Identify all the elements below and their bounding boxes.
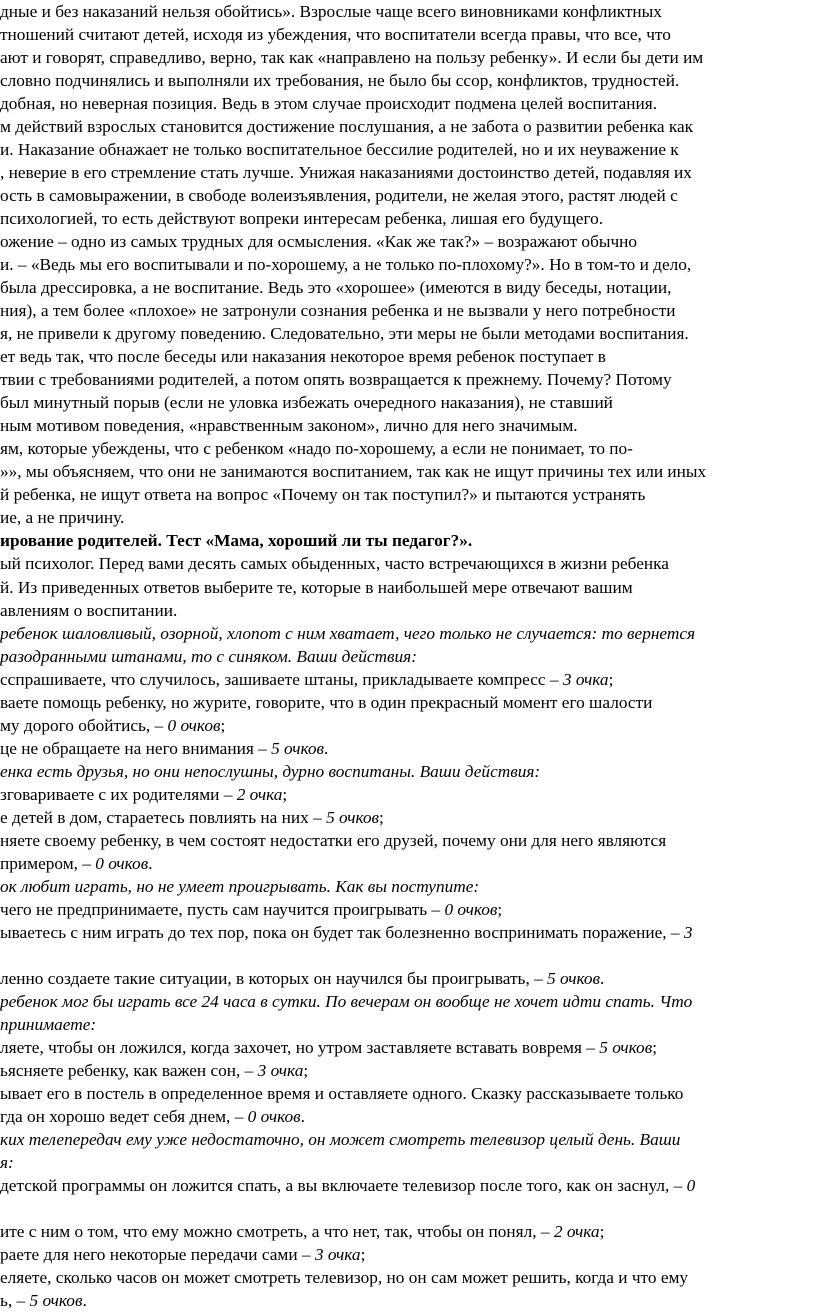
text-line bbox=[0, 670, 613, 690]
text-line bbox=[0, 71, 679, 91]
italic-text: 2 очка bbox=[553, 1222, 600, 1242]
body-text: тношений считают детей, исходя из убеждения, что воспитатели всегда правы, что все, что bbox=[0, 25, 671, 45]
italic-text: 5 очков bbox=[326, 807, 380, 827]
italic-text: я: bbox=[0, 1153, 14, 1172]
text-line bbox=[0, 531, 472, 551]
italic-text: 0 очков bbox=[95, 853, 149, 873]
body-text: ваете помощь ребенку, но журите, говорите, что в один прекрасный момент его шалости bbox=[0, 692, 653, 712]
body-text: твии с требованиями родителей, а потом опять возвращается к прежнему. Почему? Потому bbox=[0, 370, 672, 390]
italic-text: 2 очка bbox=[236, 784, 283, 804]
text-line bbox=[0, 785, 287, 805]
text-line bbox=[0, 601, 177, 621]
body-text: был минутный порыв (если не уловка избежать очередного наказания), не ставший bbox=[0, 393, 613, 413]
text-line bbox=[0, 25, 671, 45]
body-text: ; bbox=[379, 807, 384, 827]
text-line bbox=[0, 554, 669, 574]
body-text: раете для него некоторые передачи сами – bbox=[0, 1245, 315, 1265]
text-line bbox=[0, 1291, 87, 1311]
body-text: была дрессировка, а не воспитание. Ведь это «хорошее» (имеются в виду беседы, нотации, bbox=[0, 278, 672, 298]
text-line bbox=[0, 1015, 96, 1035]
text-line bbox=[0, 301, 676, 321]
italic-text: енка есть друзья, но они непослушны, дурно воспитаны. Ваши действия: bbox=[0, 761, 541, 781]
body-text: ый психолог. Перед вами десять самых обыденных, часто встречающихся в жизни ребенка bbox=[0, 554, 669, 574]
text-line bbox=[0, 117, 693, 137]
text-line bbox=[0, 854, 153, 874]
body-text: ным мотивом поведения, «нравственным законом», лично для него значимым. bbox=[0, 416, 578, 436]
italic-text: 5 очков bbox=[547, 968, 601, 988]
text-line bbox=[0, 1061, 308, 1081]
text-line bbox=[0, 969, 604, 989]
body-text: й ребенка, не ищут ответа на вопрос «Почему он так поступил?» и пытаются устранять bbox=[0, 485, 646, 505]
text-line bbox=[0, 48, 703, 68]
body-text: . bbox=[300, 1106, 305, 1126]
text-line bbox=[0, 94, 657, 114]
body-text: ; bbox=[282, 784, 288, 804]
text-line bbox=[0, 2, 662, 22]
text-line bbox=[0, 923, 693, 943]
body-text: , неверие в его стремление стать лучше. Унижая наказаниями достоинство детей, подавляя их bbox=[0, 163, 692, 183]
body-text: няете своему ребенку, в чем состоят недостатки его друзей, почему они для него являются bbox=[0, 830, 667, 850]
body-text: примером, – bbox=[0, 853, 96, 873]
text-line bbox=[0, 1107, 305, 1127]
body-text: ет ведь так, что после беседы или наказания некоторое время ребенок поступает в bbox=[0, 347, 606, 367]
text-line bbox=[0, 508, 124, 528]
text-line bbox=[0, 1084, 683, 1104]
body-text: ие, а не причину. bbox=[0, 508, 125, 528]
text-line bbox=[0, 232, 637, 252]
body-text: чего не предпринимаете, пусть сам научится проигрывать – bbox=[0, 899, 445, 919]
text-line bbox=[0, 255, 691, 275]
italic-text: 0 очков bbox=[247, 1106, 301, 1126]
body-text: ывает его в постель в определенное время и оставляете одного. Сказку рассказываете только bbox=[0, 1083, 684, 1103]
italic-text: 5 очков bbox=[29, 1291, 83, 1311]
text-line bbox=[0, 739, 328, 759]
text-line bbox=[0, 1038, 657, 1058]
body-text: е детей в дом, стараетесь повлиять на них – bbox=[0, 807, 327, 827]
body-text: . bbox=[600, 968, 605, 988]
body-text: ; bbox=[599, 1222, 605, 1242]
text-line bbox=[0, 578, 633, 598]
body-text: ; bbox=[497, 899, 503, 919]
body-text: м действий взрослых становится достижение послушания, а не забота о развитии ребенка как bbox=[0, 117, 694, 137]
body-text: . bbox=[324, 738, 329, 758]
text-line bbox=[0, 324, 689, 344]
text-line bbox=[0, 140, 679, 160]
text-line bbox=[0, 347, 606, 367]
text-line bbox=[0, 831, 666, 851]
text-line bbox=[0, 647, 417, 667]
body-text: ите с ним о том, что ему можно смотреть, а что нет, так, чтобы он понял, – bbox=[0, 1222, 554, 1242]
text-line bbox=[0, 186, 678, 206]
body-text: и. Наказание обнажает не только воспитательное бессилие родителей, но и их неуважение к bbox=[0, 140, 679, 160]
text-line bbox=[0, 485, 645, 505]
body-text: ь, – bbox=[0, 1291, 30, 1311]
body-text: . bbox=[148, 853, 153, 873]
body-text: му дорого обойтись, – bbox=[0, 715, 168, 735]
text-line bbox=[0, 209, 603, 229]
italic-text: 0 bbox=[686, 1176, 696, 1196]
body-text: и. – «Ведь мы его воспитывали и по-хорошему, а не только по-плохому?». Но в том-то и дело, bbox=[0, 255, 692, 275]
italic-text: ких телепередач ему уже недостаточно, он может смотреть телевизор целый день. Ваши bbox=[0, 1129, 681, 1149]
body-text: ; bbox=[220, 715, 226, 735]
body-text: ; bbox=[303, 1060, 309, 1080]
body-text: сспрашиваете, что случилось, зашиваете штаны, прикладываете компресс – bbox=[0, 669, 563, 689]
italic-text: 0 очков bbox=[167, 715, 221, 735]
text-line bbox=[0, 877, 479, 897]
text-line bbox=[0, 439, 633, 459]
italic-text: 3 очка bbox=[562, 669, 609, 689]
body-text: ленно создаете такие ситуации, в которых он научился бы проигрывать, – bbox=[0, 968, 548, 988]
body-text: ожение – одно из самых трудных для осмысления. «Как же так?» – возражают обычно bbox=[0, 232, 638, 252]
body-text: зговариваете с их родителями – bbox=[0, 784, 237, 804]
text-line bbox=[0, 1153, 14, 1173]
text-line bbox=[0, 716, 225, 736]
body-text: й. Из приведенных ответов выберите те, которые в наибольшей мере отвечают вашим bbox=[0, 577, 633, 597]
body-text: добная, но неверная позиция. Ведь в этом случае происходит подмена целей воспитания. bbox=[0, 94, 658, 114]
text-line bbox=[0, 808, 384, 828]
body-text: я, не привели к другому поведению. Следовательно, эти меры не были методами воспитания. bbox=[0, 324, 689, 344]
body-text: ; bbox=[360, 1245, 366, 1265]
body-text: еляете, сколько часов он может смотреть телевизор, но он сам может решить, когда и что ему bbox=[0, 1268, 689, 1288]
body-text: ость в самовыражении, в свободе волеизъявления, родители, не желая этого, растят людей с bbox=[0, 186, 678, 206]
text-line bbox=[0, 278, 671, 298]
body-text: ываетесь с ним играть до тех пор, пока он будет так болезненно воспринимать поражение, – bbox=[0, 922, 684, 942]
italic-text: ребенок шаловливый, озорной, хлопот с ним хватает, чего только не случается: то вернется bbox=[0, 623, 696, 643]
body-text: гда он хорошо ведет себя днем, – bbox=[0, 1106, 248, 1126]
text-line bbox=[0, 462, 706, 482]
text-line bbox=[0, 163, 692, 183]
body-text: ям, которые убеждены, что с ребенком «надо по-хорошему, а если не понимает, то по- bbox=[0, 439, 633, 459]
body-text: ния), а тем более «плохое» не затронули сознания ребенка и не вызвали у него потребности bbox=[0, 301, 676, 321]
text-line bbox=[0, 1130, 680, 1150]
body-text: ьясняете ребенку, как важен сон, – bbox=[0, 1060, 258, 1080]
text-line bbox=[0, 1222, 604, 1242]
italic-text: 3 bbox=[683, 922, 693, 942]
body-text: детской программы он ложится спать, а вы включаете телевизор после того, как он заснул, – bbox=[0, 1176, 687, 1196]
italic-text: 3 очка bbox=[257, 1060, 304, 1080]
body-text: дные и без наказаний нельзя обойтись». Взрослые чаще всего виновниками конфликтных bbox=[0, 2, 662, 21]
body-text: »», мы объясняем, что они не занимаются воспитанием, так как не ищут причины тех или иных bbox=[0, 462, 707, 482]
text-line bbox=[0, 1268, 688, 1288]
bold-heading-text: ирование родителей. Тест «Мама, хороший ли ты педагог?». bbox=[0, 531, 473, 551]
italic-text: ок любит играть, но не умеет проигрывать. Как вы поступите: bbox=[0, 876, 480, 896]
body-text: . bbox=[82, 1291, 87, 1311]
italic-text: 3 очка bbox=[314, 1245, 361, 1265]
text-line bbox=[0, 370, 672, 390]
text-line bbox=[0, 416, 578, 436]
text-line bbox=[0, 992, 692, 1012]
body-text: словно подчинялись и выполняли их требования, не было бы ссор, конфликтов, трудностей. bbox=[0, 71, 680, 91]
text-line bbox=[0, 900, 502, 920]
text-line bbox=[0, 693, 652, 713]
text-line bbox=[0, 762, 540, 782]
italic-text: ребенок мог бы играть все 24 часа в сутки. По вечерам он вообще не хочет идти спать. Что bbox=[0, 991, 693, 1011]
italic-text: принимаете: bbox=[0, 1014, 97, 1034]
body-text: психологией, то есть действуют вопреки интересам ребенка, лишая его будущего. bbox=[0, 209, 604, 229]
text-line bbox=[0, 393, 613, 413]
text-line bbox=[0, 1245, 365, 1265]
text-line bbox=[0, 624, 695, 644]
italic-text: 5 очков bbox=[271, 738, 325, 758]
text-line bbox=[0, 1176, 695, 1196]
body-text: авлениям о воспитании. bbox=[0, 600, 178, 620]
body-text: ; bbox=[608, 669, 614, 689]
body-text: ; bbox=[652, 1037, 658, 1057]
body-text: це не обращаете на него внимания – bbox=[0, 738, 272, 758]
italic-text: 0 очков bbox=[444, 899, 498, 919]
body-text: ляете, чтобы он ложился, когда захочет, но утром заставляете вставать вовремя – bbox=[0, 1037, 600, 1057]
body-text: ают и говорят, справедливо, верно, так как «направлено на пользу ребенку». И если бы дети им bbox=[0, 48, 704, 68]
italic-text: разодранными штанами, то с синяком. Ваши действия: bbox=[0, 646, 417, 666]
italic-text: 5 очков bbox=[599, 1037, 653, 1057]
